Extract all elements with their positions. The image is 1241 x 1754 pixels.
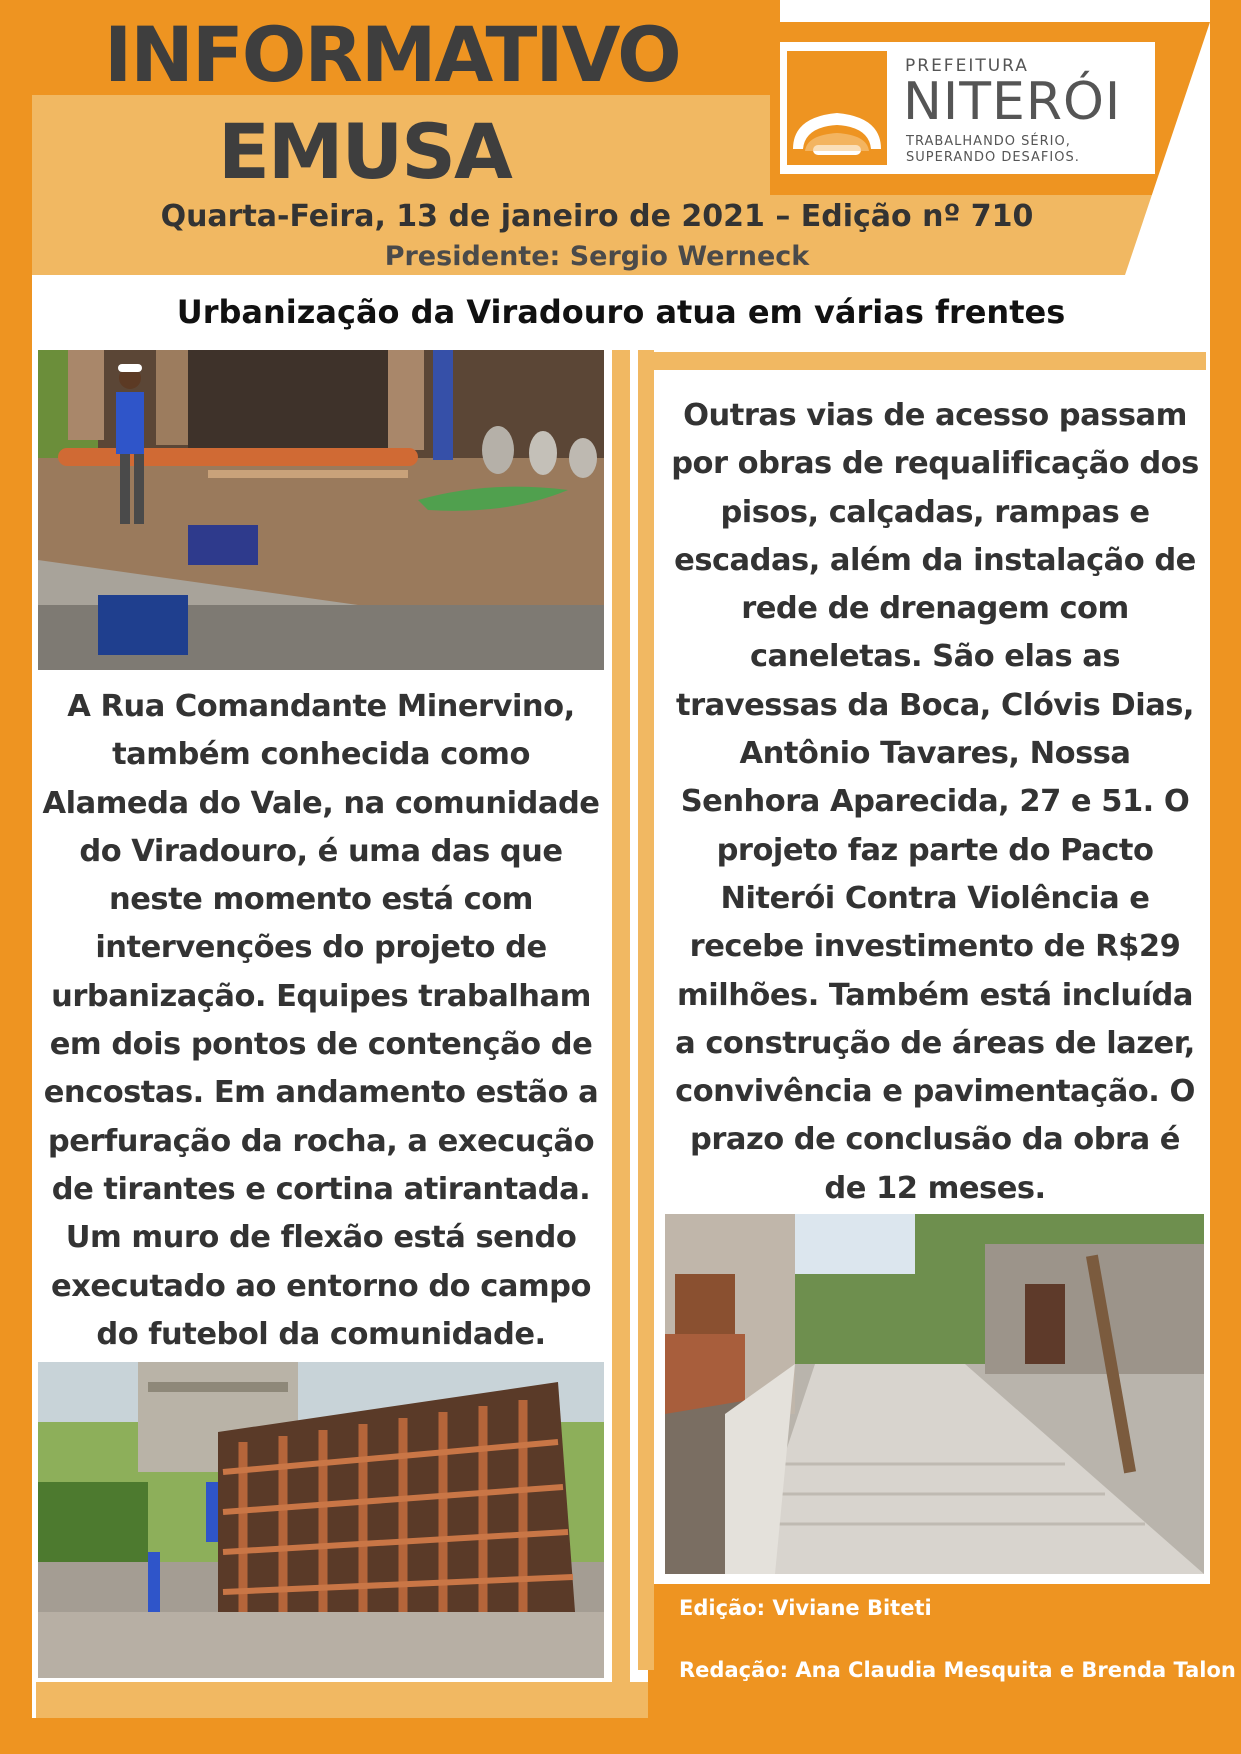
column-divider — [612, 350, 630, 1682]
newsletter-title-second-line: EMUSA — [218, 107, 511, 196]
president-name: Presidente: Sergio Werneck — [384, 241, 810, 272]
credit-editor: Edição: Viviane Biteti — [679, 1596, 932, 1620]
paved-stairs-photo — [665, 1214, 1204, 1574]
frame-left-border — [0, 0, 32, 1754]
header-corner — [780, 0, 1210, 22]
city-logo — [780, 42, 1155, 174]
article-headline: Urbanização da Viradouro atua em várias frentes — [176, 293, 1066, 331]
logo-slogan: SUPERANDO DESAFIOS. — [906, 150, 1080, 165]
logo-prefeitura-text: PREFEITURA — [905, 56, 1029, 76]
logo-slogan: TRABALHANDO SÉRIO, — [906, 134, 1071, 149]
edition-date: Quarta-Feira, 13 de janeiro de 2021 – Edição nº 710 — [160, 199, 1034, 234]
construction-photo — [38, 350, 604, 670]
logo-city-name: NITERÓI — [903, 72, 1122, 132]
left-column-footer-bar — [36, 1682, 648, 1718]
credit-writers: Redação: Ana Claudia Mesquita e Brenda Talon — [679, 1658, 1236, 1682]
retaining-wall-photo — [38, 1362, 604, 1678]
column-divider — [638, 350, 654, 1670]
city-emblem-icon — [787, 51, 887, 165]
right-column-top-bar — [654, 352, 1206, 370]
frame-right-border — [1210, 0, 1241, 1754]
article-body-right: Outras vias de acesso passam por obras de requalificação dos pisos, calçadas, rampas e escadas, além da instalação de rede de drenagem com caneletas. São elas as travessas da Boca, Clóvis Dias, Antônio Tavares, Nossa Senhora Aparecida, 27 e 51. O projeto faz parte do Pacto Niterói Contra Violência e recebe investimento de R$29 milhões. Também está incluída a construção de áreas de lazer, convivência e pavimentação. O prazo de conclusão da obra é de 12 meses. — [671, 398, 1199, 1206]
frame-bottom-border — [0, 1718, 1241, 1754]
newsletter-title: INFORMATIVO — [104, 10, 680, 99]
article-body-left: A Rua Comandante Minervino, também conhecida como Alameda do Vale, na comunidade do Viradouro, é uma das que neste momento está com intervenções do projeto de urbanização. Equipes trabalham em dois pontos de contenção de encostas. Em andamento estão a perfuração da rocha, a execução de tirantes e cortina atirantada. Um muro de flexão está sendo executado ao entorno do campo do futebol da comunidade. — [42, 689, 600, 1352]
